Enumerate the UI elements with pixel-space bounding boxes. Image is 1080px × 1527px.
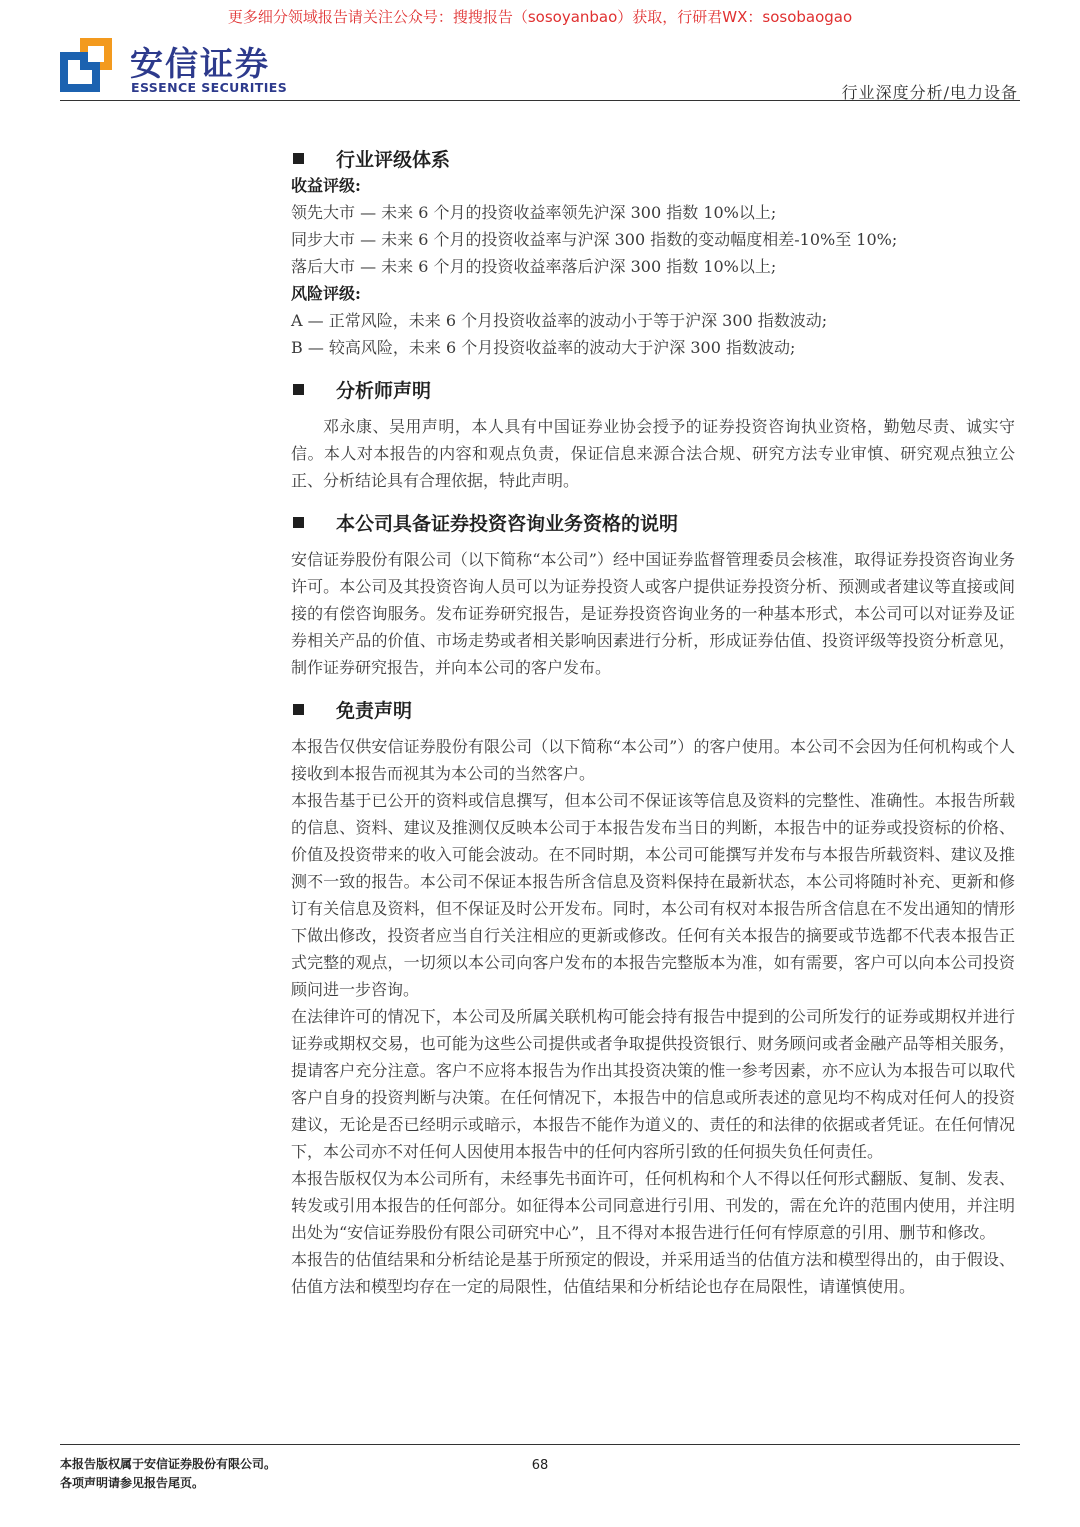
disclaimer-paragraph: 在法律许可的情况下，本公司及所属关联机构可能会持有报告中提到的公司所发行的证券或期权并进行证券或期权交易，也可能为这些公司提供或者争取提供投资银行、财务顾问或者金融产品等相关服务，提请客户充分注意。客户不应将本报告为作出其投资决策的惟一参考因素，亦不应认为本报告可以取代客户自身的投资判断与决策。在任何情况下，本报告中的信息或所表述的意见均不构成对任何人的投资建议，无论是否已经明示或暗示，本报告不能作为道义的、责任的和法律的依据或者凭证。在任何情况下，本公司亦不对任何人因使用本报告中的任何内容所引致的任何损失负任何责任。 — [291, 1007, 1015, 1161]
return-rating-line: 同步大市 — 未来 6 个月的投资收益率与沪深 300 指数的变动幅度相差-10%至 10%; — [291, 230, 898, 249]
logo-mark-icon — [60, 38, 112, 92]
square-bullet-icon — [293, 517, 304, 528]
report-body — [291, 144, 1015, 1300]
risk-rating-line: B — 较高风险，未来 6 个月投资收益率的波动大于沪深 300 指数波动; — [291, 338, 796, 357]
disclaimer-paragraph: 本报告的估值结果和分析结论是基于所预定的假设，并采用适当的估值方法和模型得出的，由于假设、估值方法和模型均存在一定的局限性，估值结果和分析结论也存在局限性，请谨慎使用。 — [291, 1250, 1015, 1296]
square-bullet-icon — [293, 384, 304, 395]
top-banner: 更多细分领域报告请关注公众号：搜搜报告（sosoyanbao）获取，行研君WX：sosobaogao — [227, 8, 853, 26]
analyst-statement: 邓永康、吴用声明，本人具有中国证券业协会授予的证券投资咨询执业资格，勤勉尽责、诚实守信。本人对本报告的内容和观点负责，保证信息来源合法合规、研究方法专业审慎、研究观点独立公正、分析结论具有合理依据，特此声明。 — [291, 417, 1015, 490]
footer-divider — [60, 1444, 1020, 1445]
section-title-rating — [291, 144, 1015, 172]
section-title-text: 免责声明 — [336, 699, 413, 722]
logo-text-cn: 安信证券 — [130, 44, 270, 83]
section-title-qualification — [291, 508, 1015, 536]
header-divider — [60, 100, 1020, 101]
disclaimer-paragraph: 本报告版权仅为本公司所有，未经事先书面许可，任何机构和个人不得以任何形式翻版、复制、发表、转发或引用本报告的任何部分。如征得本公司同意进行引用、刊发的，需在允许的范围内使用，并注明出处为“安信证券股份有限公司研究中心”，且不得对本报告进行任何有悖原意的引用、删节和修改。 — [291, 1169, 1015, 1242]
square-bullet-icon — [293, 704, 304, 715]
section-title-disclaimer — [291, 695, 1015, 723]
risk-rating-line: A — 正常风险，未来 6 个月投资收益率的波动小于等于沪深 300 指数波动; — [291, 311, 828, 330]
return-rating-label: 收益评级: — [291, 176, 361, 195]
disclaimer-paragraph: 本报告基于已公开的资料或信息撰写，但本公司不保证该等信息及资料的完整性、准确性。本报告所载的信息、资料、建议及推测仅反映本公司于本报告发布当日的判断，本报告中的证券或投资标的价格、价值及投资带来的收入可能会波动。在不同时期，本公司可能撰写并发布与本报告所载资料、建议及推测不一致的报告。本公司不保证本报告所含信息及资料保持在最新状态，本公司将随时补充、更新和修订有关信息及资料，但不保证及时公开发布。同时，本公司有权对本报告所含信息在不发出通知的情形下做出修改，投资者应当自行关注相应的更新或修改。任何有关本报告的摘要或节选都不代表本报告正式完整的观点，一切须以本公司向客户发布的本报告完整版本为准，如有需要，客户可以向本公司投资顾问进一步咨询。 — [291, 791, 1015, 999]
square-bullet-icon — [293, 153, 304, 164]
logo-text-en: ESSENCE SECURITIES — [131, 80, 288, 95]
footer-copyright: 本报告版权属于安信证券股份有限公司。 — [60, 1457, 277, 1471]
report-category: 行业深度分析/电力设备 — [841, 83, 1018, 102]
return-rating-line: 领先大市 — 未来 6 个月的投资收益率领先沪深 300 指数 10%以上; — [291, 203, 777, 222]
section-title-text: 本公司具备证券投资咨询业务资格的说明 — [336, 512, 679, 535]
footer-note: 各项声明请参见报告尾页。 — [60, 1476, 205, 1490]
risk-rating-label: 风险评级: — [291, 284, 361, 303]
section-title-text: 行业评级体系 — [336, 148, 451, 171]
disclaimer-paragraph: 本报告仅供安信证券股份有限公司（以下简称“本公司”）的客户使用。本公司不会因为任何机构或个人接收到本报告而视其为本公司的当然客户。 — [291, 737, 1015, 783]
qualification-statement: 安信证券股份有限公司（以下简称“本公司”）经中国证券监督管理委员会核准，取得证券投资咨询业务许可。本公司及其投资咨询人员可以为证券投资人或客户提供证券投资分析、预测或者建议等直接或间接的有偿咨询服务。发布证券研究报告，是证券投资咨询业务的一种基本形式，本公司可以对证券及证券相关产品的价值、市场走势或者相关影响因素进行分析，形成证券估值、投资评级等投资分析意见，制作证券研究报告，并向本公司的客户发布。 — [291, 550, 1015, 677]
section-title-text: 分析师声明 — [336, 379, 432, 402]
company-logo — [60, 38, 320, 100]
section-title-analyst — [291, 375, 1015, 403]
return-rating-line: 落后大市 — 未来 6 个月的投资收益率落后沪深 300 指数 10%以上; — [291, 257, 777, 276]
page-number: 68 — [531, 1458, 549, 1473]
